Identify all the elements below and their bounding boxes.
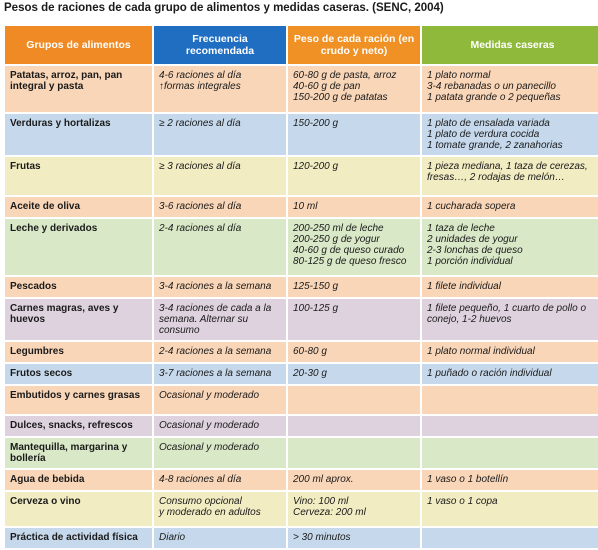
- table-row: [5, 114, 598, 155]
- table-row: [5, 386, 598, 414]
- table-row: [5, 66, 598, 112]
- measures-cell: 1 vaso o 1 botellín: [422, 470, 598, 490]
- measures-cell: [422, 386, 598, 414]
- table-row: [5, 492, 598, 526]
- table-row: [5, 416, 598, 436]
- weight-cell: 10 ml: [288, 197, 420, 217]
- weight-cell: 200-250 ml de leche 200-250 g de yogur 40-60 g de queso curado 80-125 g de queso fresco: [288, 219, 420, 275]
- weight-cell: [288, 438, 420, 468]
- table-row: [5, 438, 598, 468]
- measures-cell: 1 pieza mediana, 1 taza de cerezas, fresas…, 2 rodajas de melón…: [422, 157, 598, 195]
- weight-cell: 60-80 g de pasta, arroz 40-60 g de pan 150-200 g de patatas: [288, 66, 420, 112]
- table-row: [5, 470, 598, 490]
- weight-cell: [288, 416, 420, 436]
- weight-cell: Vino: 100 ml Cerveza: 200 ml: [288, 492, 420, 526]
- weight-cell: 120-200 g: [288, 157, 420, 195]
- header-row: [5, 26, 598, 64]
- header-groups: Grupos de alimentos: [5, 26, 152, 64]
- group-cell: Verduras y hortalizas: [5, 114, 152, 155]
- frequency-cell: ≥ 2 raciones al día: [154, 114, 286, 155]
- measures-cell: 1 filete pequeño, 1 cuarto de pollo o conejo, 1-2 huevos: [422, 299, 598, 340]
- measures-cell: 1 plato normal individual: [422, 342, 598, 362]
- frequency-cell: 4-8 raciones al día: [154, 470, 286, 490]
- group-cell: Patatas, arroz, pan, pan integral y pasta: [5, 66, 152, 112]
- table-row: [5, 219, 598, 275]
- measures-cell: 1 taza de leche 2 unidades de yogur 2-3 lonchas de queso 1 porción individual: [422, 219, 598, 275]
- group-cell: Embutidos y carnes grasas: [5, 386, 152, 414]
- table-row: [5, 277, 598, 297]
- frequency-cell: ≥ 3 raciones al día: [154, 157, 286, 195]
- weight-cell: 20-30 g: [288, 364, 420, 384]
- frequency-cell: 3-6 raciones al día: [154, 197, 286, 217]
- frequency-cell: 3-4 raciones de cada a la semana. Alternar su consumo: [154, 299, 286, 340]
- weight-cell: 60-80 g: [288, 342, 420, 362]
- group-cell: Aceite de oliva: [5, 197, 152, 217]
- weight-cell: 125-150 g: [288, 277, 420, 297]
- group-cell: Práctica de actividad física: [5, 528, 152, 548]
- measures-cell: 1 plato normal 3-4 rebanadas o un panecillo 1 patata grande o 2 pequeñas: [422, 66, 598, 112]
- weight-cell: 150-200 g: [288, 114, 420, 155]
- group-cell: Leche y derivados: [5, 219, 152, 275]
- header-weight: Peso de cada ración (en crudo y neto): [288, 26, 420, 64]
- frequency-cell: 3-4 raciones a la semana: [154, 277, 286, 297]
- table-header: [5, 26, 598, 64]
- frequency-cell: 3-7 raciones a la semana: [154, 364, 286, 384]
- measures-cell: [422, 528, 598, 548]
- weight-cell: [288, 386, 420, 414]
- table-row: [5, 528, 598, 548]
- portions-table: [3, 24, 598, 550]
- measures-cell: 1 puñado o ración individual: [422, 364, 598, 384]
- table-row: [5, 197, 598, 217]
- group-cell: Dulces, snacks, refrescos: [5, 416, 152, 436]
- group-cell: Cerveza o vino: [5, 492, 152, 526]
- measures-cell: [422, 438, 598, 468]
- weight-cell: 200 ml aprox.: [288, 470, 420, 490]
- frequency-cell: 2-4 raciones a la semana: [154, 342, 286, 362]
- frequency-cell: Consumo opcional y moderado en adultos: [154, 492, 286, 526]
- weight-cell: 100-125 g: [288, 299, 420, 340]
- frequency-cell: 2-4 raciones al día: [154, 219, 286, 275]
- frequency-cell: Ocasional y moderado: [154, 416, 286, 436]
- frequency-cell: Ocasional y moderado: [154, 386, 286, 414]
- header-measures: Medidas caseras: [422, 26, 598, 64]
- table-row: [5, 342, 598, 362]
- frequency-cell: Diario: [154, 528, 286, 548]
- table-row: [5, 157, 598, 195]
- frequency-cell: Ocasional y moderado: [154, 438, 286, 468]
- table-row: [5, 364, 598, 384]
- measures-cell: 1 filete individual: [422, 277, 598, 297]
- group-cell: Pescados: [5, 277, 152, 297]
- group-cell: Legumbres: [5, 342, 152, 362]
- measures-cell: 1 vaso o 1 copa: [422, 492, 598, 526]
- group-cell: Frutos secos: [5, 364, 152, 384]
- group-cell: Agua de bebida: [5, 470, 152, 490]
- group-cell: Mantequilla, margarina y bollería: [5, 438, 152, 468]
- weight-cell: > 30 minutos: [288, 528, 420, 548]
- table-body: [5, 66, 598, 548]
- measures-cell: [422, 416, 598, 436]
- group-cell: Carnes magras, aves y huevos: [5, 299, 152, 340]
- group-cell: Frutas: [5, 157, 152, 195]
- measures-cell: 1 cucharada sopera: [422, 197, 598, 217]
- header-frequency: Frecuencia recomendada: [154, 26, 286, 64]
- table-row: [5, 299, 598, 340]
- page-title: Pesos de raciones de cada grupo de alimentos y medidas caseras. (SENC, 2004): [4, 2, 444, 14]
- measures-cell: 1 plato de ensalada variada 1 plato de verdura cocida 1 tomate grande, 2 zanahorias: [422, 114, 598, 155]
- frequency-cell: 4-6 raciones al día ↑formas integrales: [154, 66, 286, 112]
